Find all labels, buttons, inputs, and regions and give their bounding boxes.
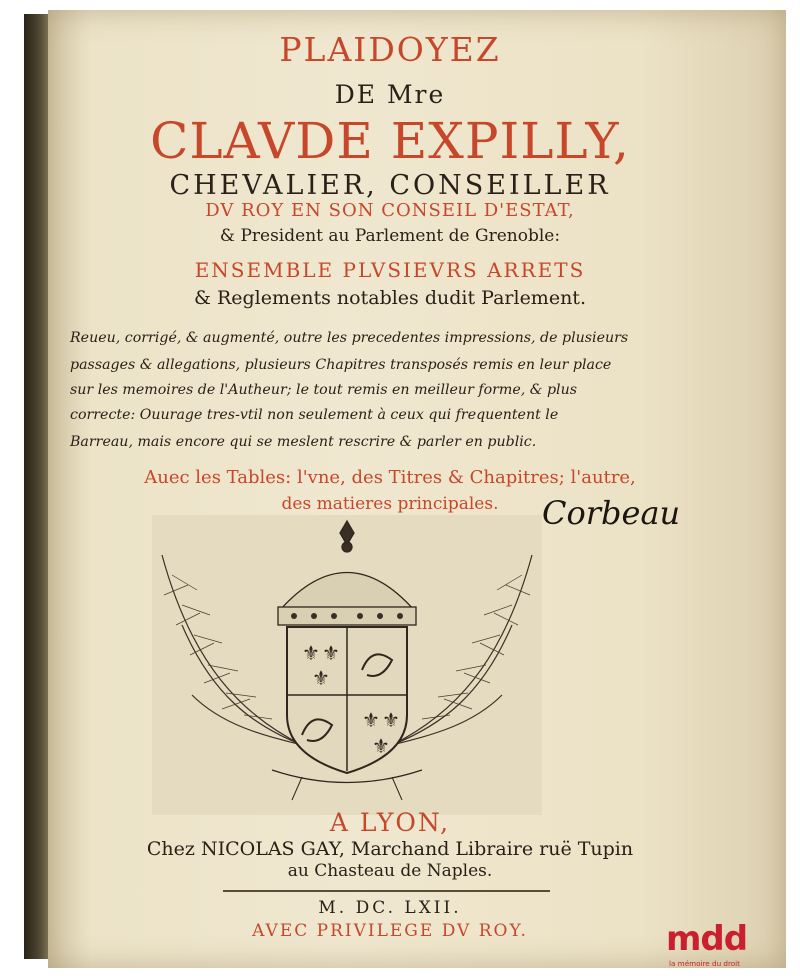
handwritten-signature: Corbeau <box>542 494 681 532</box>
description-line: passages & allegations, plusieurs Chapitres transposés remis en leur place <box>70 357 612 373</box>
divider-rule <box>223 890 550 892</box>
tables-line-2: des matieres principales. <box>281 494 499 514</box>
title-plaidoyez: PLAIDOYEZ <box>279 30 501 69</box>
svg-text:⚜: ⚜ <box>372 734 390 758</box>
reglements-line: & Reglements notables dudit Parlement. <box>194 287 586 309</box>
svg-text:⚜: ⚜ <box>302 641 320 665</box>
author-council-line: DV ROY EN SON CONSEIL D'ESTAT, <box>205 200 575 221</box>
year-line: M. DC. LXII. <box>318 898 462 918</box>
description-line: sur les memoires de l'Autheur; le tout remis en meilleur forme, & plus <box>70 382 577 398</box>
publisher-line: Chez NICOLAS GAY, Marchand Libraire ruë Tupin <box>146 838 634 860</box>
address-line: au Chasteau de Naples. <box>287 861 493 881</box>
mdd-logo <box>666 919 756 974</box>
svg-text:⚜: ⚜ <box>362 708 380 732</box>
svg-text:⚜: ⚜ <box>312 666 330 690</box>
title-de-mre: DE Mre <box>334 80 446 109</box>
privilege-line: AVEC PRIVILEGE DV ROY. <box>252 921 528 941</box>
place-line: A LYON, <box>329 808 451 837</box>
svg-text:⚜: ⚜ <box>382 708 400 732</box>
ensemble-line: ENSEMBLE PLVSIEVRS ARRETS <box>194 258 586 282</box>
description-line: correcte: Ouurage tres-vtil non seulement à ceux qui frequentent le <box>70 407 559 423</box>
logo-subtitle: la mémoire du droit <box>669 959 740 968</box>
author-name: CLAVDE EXPILLY, <box>150 112 630 170</box>
tables-line: Auec les Tables: l'vne, des Titres & Chapitres; l'autre, <box>144 467 636 488</box>
president-line: & President au Parlement de Grenoble: <box>219 226 561 246</box>
description-line: Reueu, corrigé, & augmenté, outre les precedentes impressions, de plusieurs <box>70 330 629 346</box>
coat-of-arms-engraving <box>152 515 542 815</box>
logo-text: mdd <box>666 919 748 959</box>
author-title-line: CHEVALIER, CONSEILLER <box>169 170 611 201</box>
description-line: Barreau, mais encore qui se meslent rescrire & parler en public. <box>70 434 537 450</box>
svg-text:⚜: ⚜ <box>322 641 340 665</box>
